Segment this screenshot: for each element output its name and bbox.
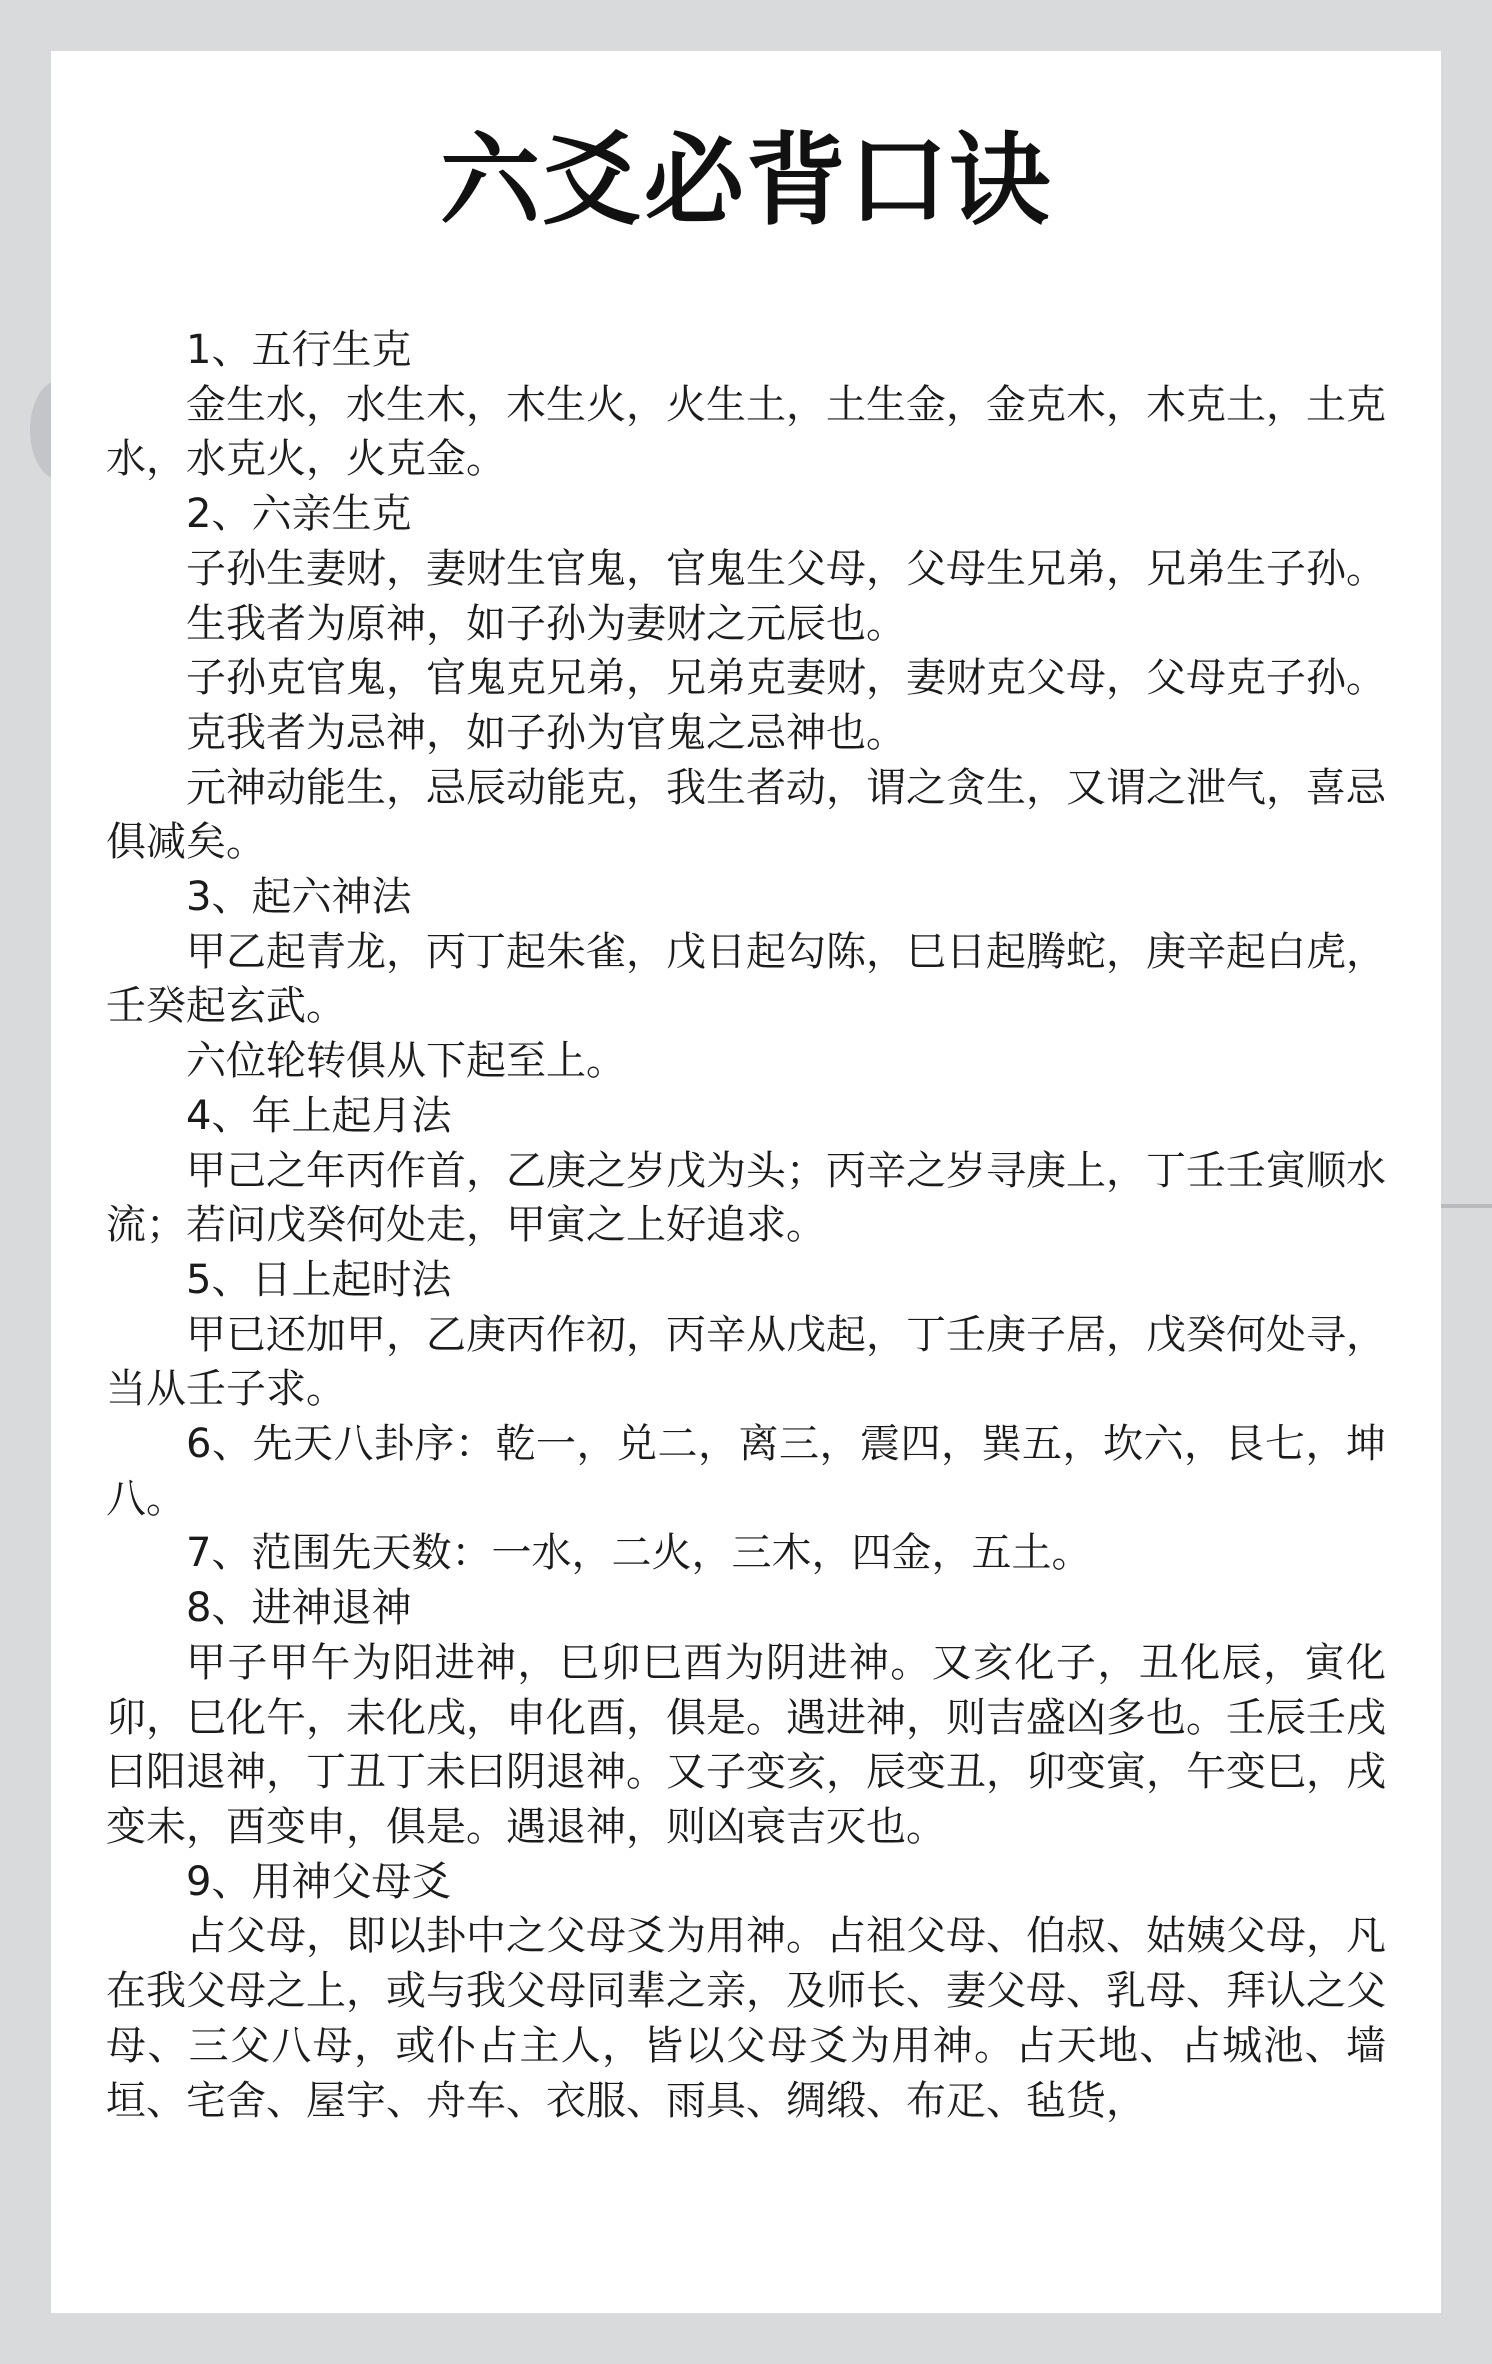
paragraph: 子孙克官鬼，官鬼克兄弟，兄弟克妻财，妻财克父母，父母克子孙。	[186, 655, 1386, 702]
section-heading-bagua-order: 6、先天八卦序：乾一，兑二，离三，震四，巽五，坎六，艮七，坤八。	[106, 1421, 1386, 1522]
document-page	[51, 51, 1441, 2313]
section-heading-hour-method: 5、日上起时法	[186, 1256, 452, 1303]
section-heading-month-method: 4、年上起月法	[186, 1092, 452, 1139]
section-heading-useful-god-parents: 9、用神父母爻	[186, 1858, 452, 1905]
paragraph: 金生水，水生木，木生火，火生土，土生金，金克木，木克土，土克水，水克火，火克金。	[106, 381, 1386, 483]
document-body	[106, 323, 1386, 2128]
paragraph: 甲子甲午为阳进神，巳卯巳酉为阴进神。又亥化子，丑化辰，寅化卯，巳化午，未化戌，申化酉，俱是。遇进神，则吉盛凶多也。壬辰壬戌曰阳退神，丁丑丁未曰阴退神。又子变亥，辰变丑，卯变寅，午变巳，戌变未，酉变申，俱是。遇退神，则凶衰吉灭也。	[106, 1639, 1386, 1850]
section-heading-five-elements: 1、五行生克	[186, 327, 412, 373]
page-title: 六爻必背口诀	[440, 122, 1052, 239]
background-line	[1432, 1204, 1492, 1208]
section-heading-six-relations: 2、六亲生克	[186, 491, 412, 538]
paragraph: 子孙生妻财，妻财生官鬼，官鬼生父母，父母生兄弟，兄弟生子孙。	[186, 545, 1386, 592]
section-heading-xiantian-numbers: 7、范围先天数：一水，二火，三木，四金，五土。	[186, 1530, 1092, 1577]
paragraph: 甲己之年丙作首，乙庚之岁戊为头；丙辛之岁寻庚上，丁壬壬寅顺水流；若问戊癸何处走，甲寅之上好追求。	[106, 1147, 1386, 1249]
section-heading-six-spirits: 3、起六神法	[186, 874, 412, 921]
section-heading-advance-retreat: 8、进神退神	[186, 1585, 412, 1632]
paragraph: 占父母，即以卦中之父母爻为用神。占祖父母、伯叔、姑姨父母，凡在我父母之上，或与我父母同辈之亲，及师长、妻父母、乳母、拜认之父母、三父八母，或仆占主人，皆以父母爻为用神。占天地、占城池、墙垣、宅舍、屋宇、舟车、衣服、雨具、绸缎、布疋、毡货，	[106, 1913, 1386, 2124]
paragraph: 克我者为忌神，如子孙为官鬼之忌神也。	[186, 709, 906, 756]
paragraph: 甲已还加甲，乙庚丙作初，丙辛从戊起，丁壬庚子居，戊癸何处寻，当从壬子求。	[106, 1311, 1386, 1413]
paragraph: 甲乙起青龙，丙丁起朱雀，戊日起勾陈，巳日起腾蛇，庚辛起白虎，壬癸起玄武。	[106, 928, 1386, 1030]
paragraph: 元神动能生，忌辰动能克，我生者动，谓之贪生，又谓之泄气，喜忌俱减矣。	[106, 764, 1386, 866]
paragraph: 六位轮转俱从下起至上。	[186, 1038, 626, 1085]
paragraph: 生我者为原神，如子孙为妻财之元辰也。	[186, 600, 906, 647]
